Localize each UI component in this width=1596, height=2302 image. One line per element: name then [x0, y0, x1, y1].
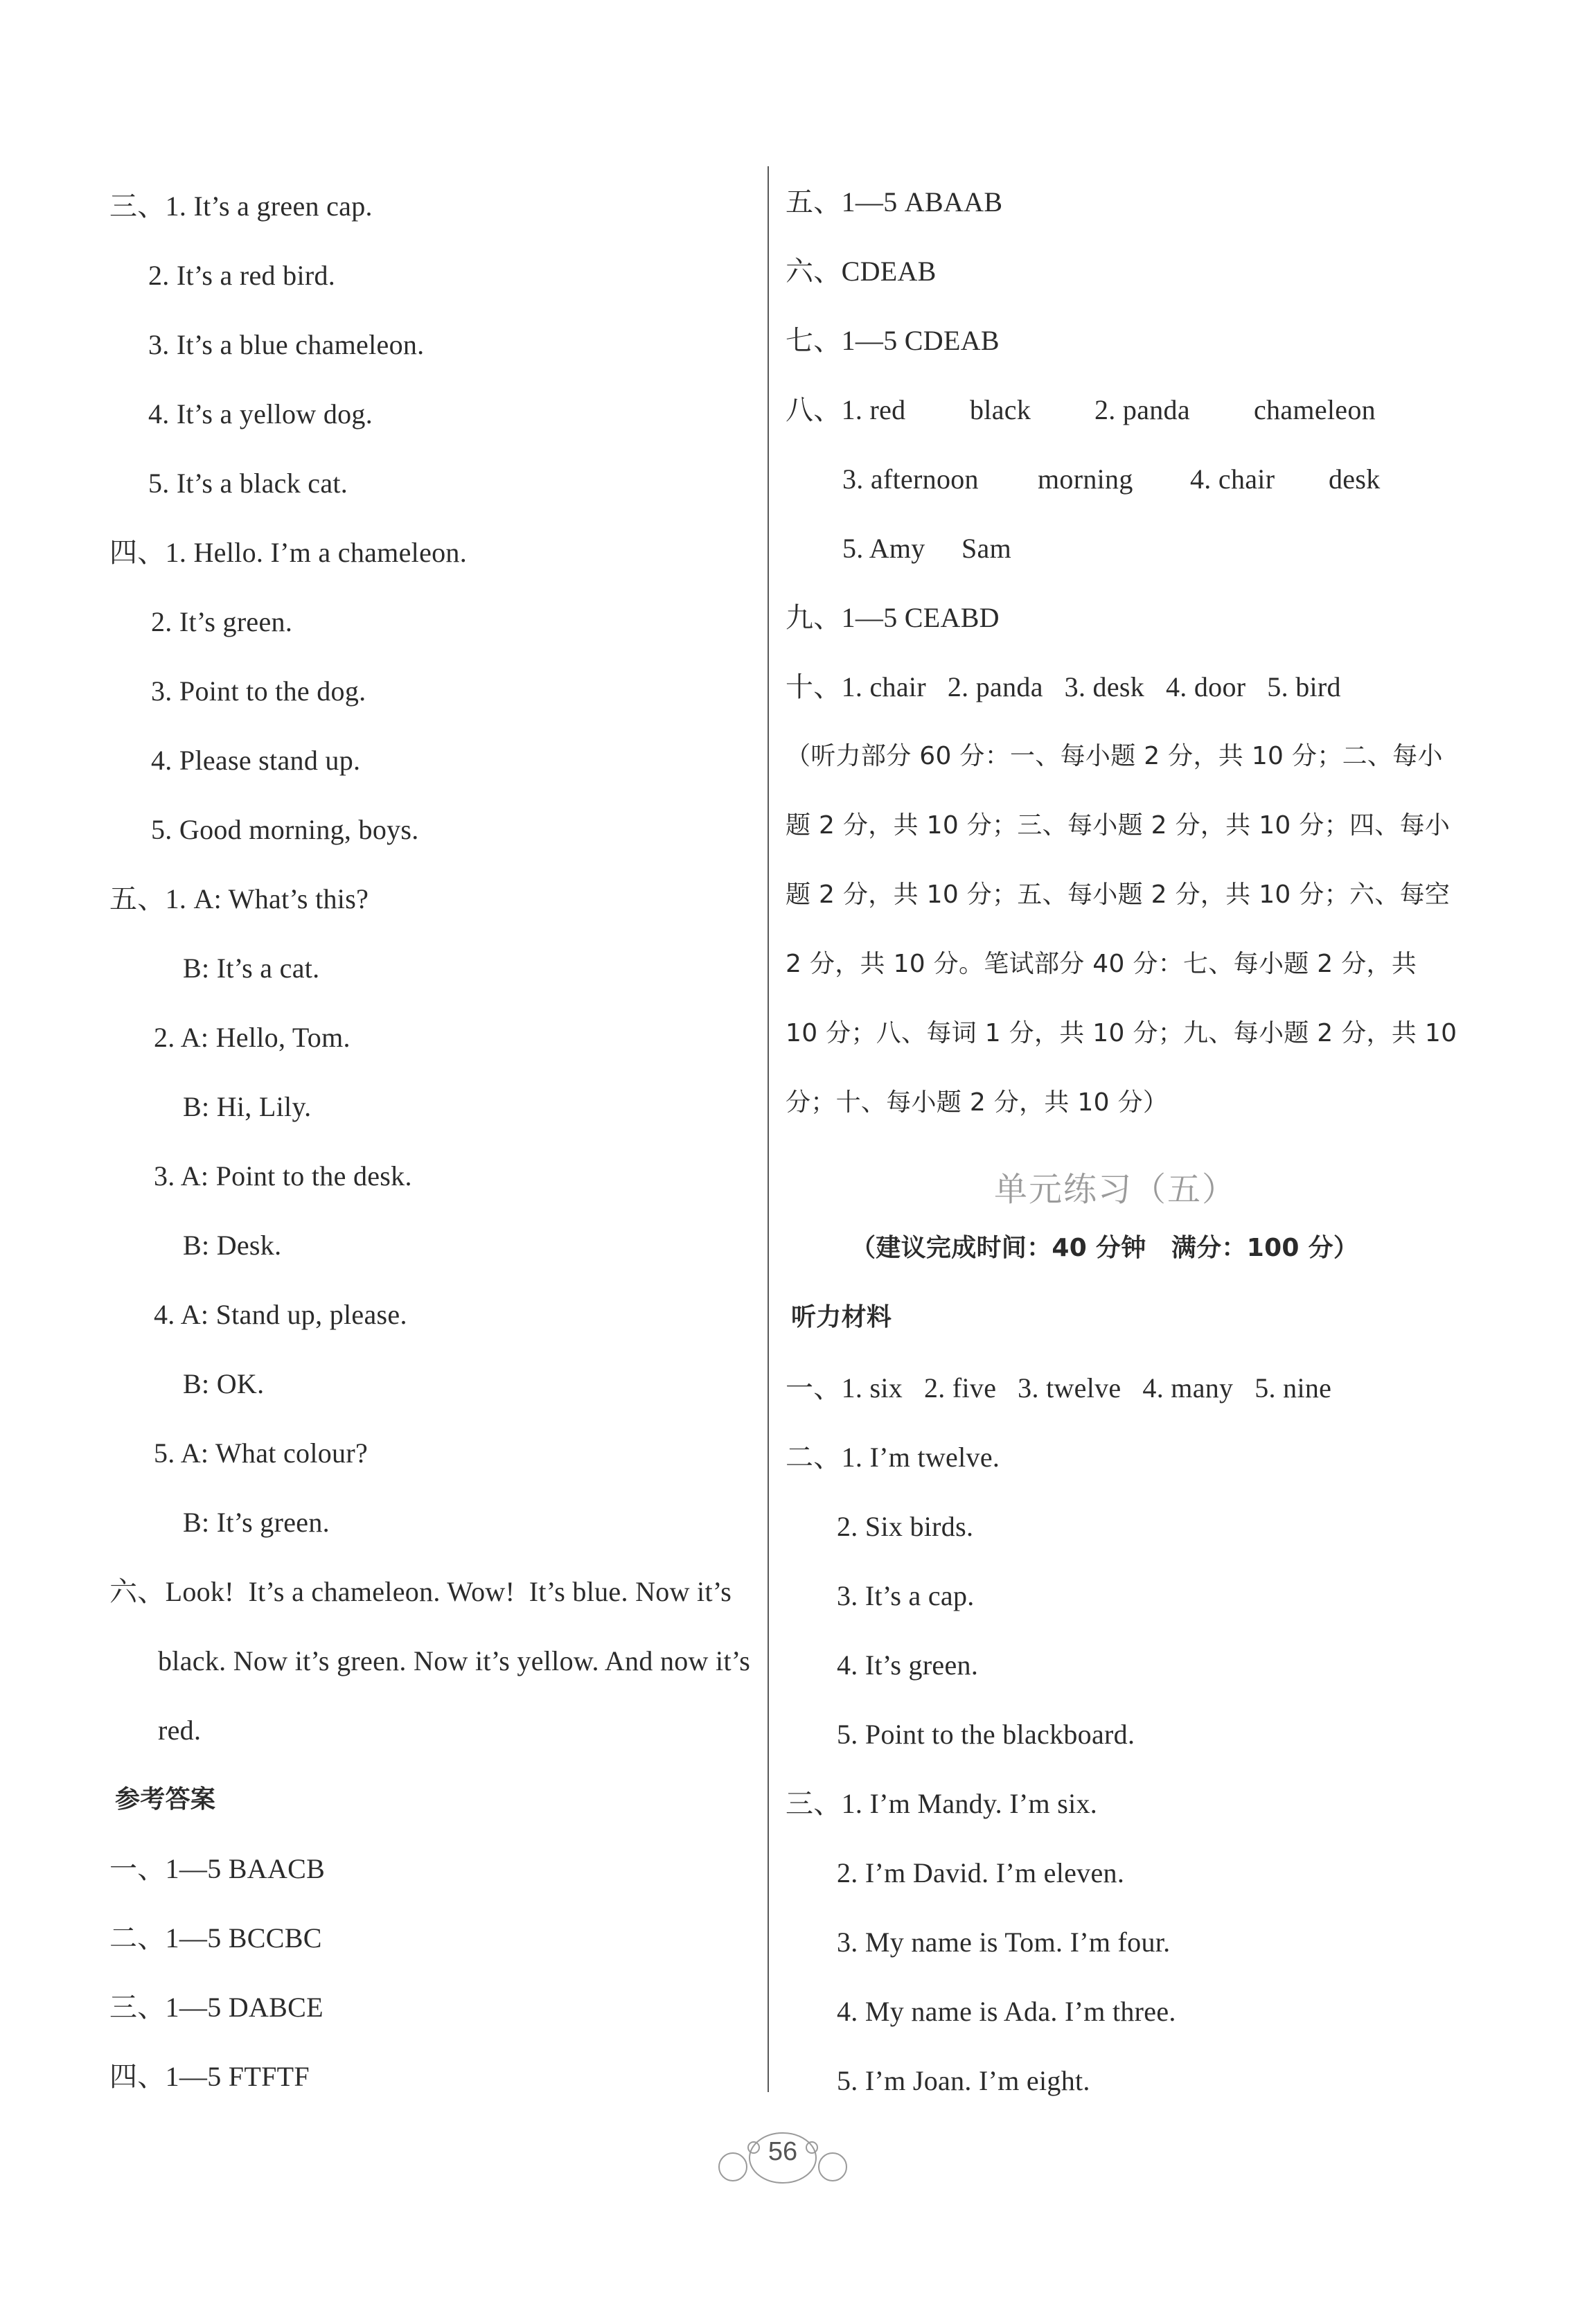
text-line: 5. A: What colour? [154, 1437, 369, 1469]
text-line: 4. Please stand up. [151, 745, 361, 776]
text-line: 三、1. It’s a green cap. [109, 191, 373, 222]
scoring-line: 题 2 分，共 10 分；五、每小题 2 分，共 10 分；六、每空 [786, 880, 1451, 909]
text-line: chameleon [1254, 394, 1376, 425]
text-line: 3. A: Point to the desk. [154, 1160, 412, 1192]
text-line: 八、1. red [786, 394, 906, 425]
text-line: B: Desk. [183, 1230, 282, 1261]
text-line: morning [1038, 463, 1133, 495]
column-divider [768, 166, 769, 2092]
listening-heading: 听力材料 [791, 1303, 892, 1331]
scoring-line: 10 分；八、每词 1 分，共 10 分；九、每小题 2 分，共 10 [786, 1019, 1457, 1047]
text-line: 2. It’s green. [151, 606, 293, 637]
text-line: 一、1—5 BAACB [109, 1853, 326, 1884]
text-line: 5. Point to the blackboard. [837, 1719, 1135, 1750]
scoring-line: 分；十、每小题 2 分，共 10 分） [786, 1088, 1169, 1117]
text-line: 2. Six birds. [837, 1511, 974, 1542]
text-line: B: It’s green. [183, 1507, 330, 1538]
text-line: 三、1. I’m Mandy. I’m six. [786, 1788, 1098, 1819]
text-line: 5. It’s a black cat. [148, 468, 348, 499]
scoring-line: （听力部分 60 分：一、每小题 2 分，共 10 分；二、每小 [786, 742, 1443, 770]
text-line: 九、1—5 CEABD [786, 602, 1000, 633]
text-line: 二、1—5 BCCBC [109, 1922, 322, 1954]
text-line: red. [158, 1715, 202, 1746]
text-line: 三、1—5 DABCE [109, 1992, 323, 2023]
text-line: 七、1—5 CDEAB [786, 325, 1000, 356]
text-line: B: OK. [183, 1368, 265, 1399]
scoring-line: 2 分，共 10 分。笔试部分 40 分：七、每小题 2 分，共 [786, 950, 1417, 978]
time-note: （建议完成时间：40 分钟 满分：100 分） [851, 1234, 1359, 1262]
text-line: B: Hi, Lily. [183, 1091, 312, 1122]
text-line: 一、1. six 2. five 3. twelve 4. many 5. nine [786, 1372, 1332, 1404]
page-number: 56 [768, 2137, 798, 2166]
text-line: 5. Amy [842, 533, 925, 564]
text-line: black. Now it’s green. Now it’s yellow. And now it’s [158, 1645, 751, 1676]
text-line: 2. It’s a red bird. [148, 260, 336, 291]
text-line: 2. panda [1094, 394, 1190, 425]
text-line: black [970, 394, 1031, 425]
text-line: 4. chair [1190, 463, 1275, 495]
text-line: 四、1. Hello. I’m a chameleon. [109, 537, 468, 568]
text-line: desk [1329, 463, 1381, 495]
text-line: 十、1. chair 2. panda 3. desk 4. door 5. bird [786, 671, 1341, 702]
text-line: 3. My name is Tom. I’m four. [837, 1927, 1171, 1958]
text-line: B: It’s a cat. [183, 953, 320, 984]
text-line: 六、CDEAB [786, 256, 937, 287]
text-line: 4. It’s green. [837, 1649, 979, 1681]
text-line: 五、1—5 ABAAB [786, 186, 1003, 218]
text-line: 4. A: Stand up, please. [154, 1299, 407, 1330]
text-line: 2. I’m David. I’m eleven. [837, 1857, 1125, 1888]
answers-heading: 参考答案 [115, 1785, 216, 1814]
text-line: 3. It’s a cap. [837, 1580, 975, 1611]
text-line: 4. It’s a yellow dog. [148, 398, 373, 430]
text-line: 5. Good morning, boys. [151, 814, 419, 845]
unit-title: 单元练习（五） [993, 1170, 1236, 1209]
text-line: 六、Look! It’s a chameleon. Wow! It’s blue. Now it’s [109, 1576, 732, 1607]
text-line: 3. Point to the dog. [151, 675, 366, 707]
scoring-line: 题 2 分，共 10 分；三、每小题 2 分，共 10 分；四、每小 [786, 811, 1451, 840]
text-line: 二、1. I’m twelve. [786, 1442, 1000, 1473]
text-line: 四、1—5 FTFTF [109, 2061, 310, 2092]
text-line: 5. I’m Joan. I’m eight. [837, 2065, 1090, 2096]
text-line: 五、1. A: What’s this? [109, 883, 369, 914]
text-line: 3. It’s a blue chameleon. [148, 329, 425, 360]
text-line: Sam [961, 533, 1012, 564]
text-line: 3. afternoon [842, 463, 979, 495]
text-line: 2. A: Hello, Tom. [154, 1022, 351, 1053]
text-line: 4. My name is Ada. I’m three. [837, 1996, 1176, 2027]
